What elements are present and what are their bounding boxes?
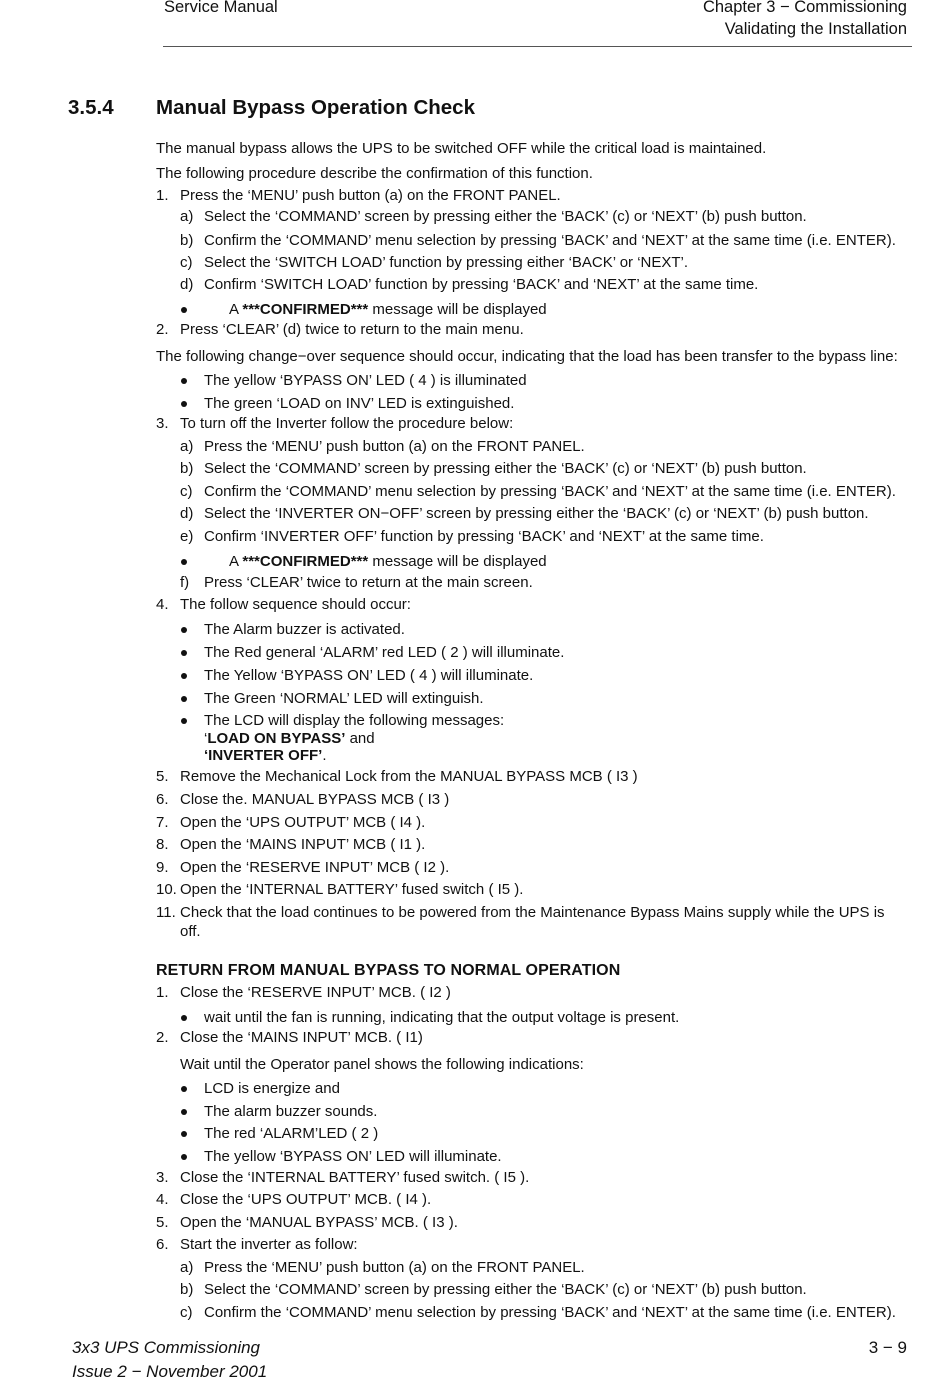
substep-text: Press the ‘MENU’ push button (a) on the FRONT PANEL.	[204, 1259, 585, 1276]
section-number: 3.5.4	[68, 96, 114, 119]
substep-text: Confirm ‘SWITCH LOAD’ function by pressing ‘BACK’ and ‘NEXT’ at the same time.	[204, 276, 759, 293]
header-left: Service Manual	[164, 0, 278, 16]
substep-label: b)	[180, 460, 194, 477]
step-number: 9.	[156, 859, 169, 876]
step-number: 3.	[156, 415, 169, 432]
step-number: 8.	[156, 836, 169, 853]
bullet-text: The Green ‘NORMAL’ LED will extinguish.	[204, 690, 484, 707]
header-chapter: Chapter 3 − Commissioning	[702, 0, 907, 16]
bullet-text: The red ‘ALARM’LED ( 2 )	[204, 1125, 379, 1142]
step-number: 6.	[156, 791, 169, 808]
substep-text: Select the ‘COMMAND’ screen by pressing either the ‘BACK’ (c) or ‘NEXT’ (b) push button.	[204, 460, 807, 477]
substep-text: Press the ‘MENU’ push button (a) on the FRONT PANEL.	[204, 438, 585, 455]
substep-label: d)	[180, 276, 194, 293]
step-text: Close the. MANUAL BYPASS MCB ( I3 )	[180, 791, 450, 808]
step-text: Check that the load continues to be powered from the Maintenance Bypass Mains supply while the UPS is	[180, 904, 885, 921]
substep-text: Confirm the ‘COMMAND’ menu selection by pressing ‘BACK’ and ‘NEXT’ at the same time (i.e. ENTER).	[204, 232, 896, 249]
bullet-text: The green ‘LOAD on INV’ LED is extinguished.	[204, 395, 515, 412]
substep-label: c)	[180, 483, 193, 500]
step-number: 11.	[156, 904, 176, 921]
intro-paragraph: The manual bypass allows the UPS to be switched OFF while the critical load is maintained.	[156, 140, 767, 157]
page-number: 3 − 9	[868, 1338, 907, 1357]
substep-label: a)	[180, 438, 194, 455]
bullet-icon	[181, 627, 187, 633]
step-text: Open the ‘RESERVE INPUT’ MCB ( I2 ).	[180, 859, 450, 876]
step-number: 4.	[156, 1191, 169, 1208]
step-text: Close the ‘UPS OUTPUT’ MCB. ( I4 ).	[180, 1191, 432, 1208]
bullet-icon	[181, 378, 187, 384]
step-text: Open the ‘MAINS INPUT’ MCB ( I1 ).	[180, 836, 426, 853]
substep-text: Select the ‘COMMAND’ screen by pressing either the ‘BACK’ (c) or ‘NEXT’ (b) push button.	[204, 1281, 807, 1298]
bullet-icon	[181, 696, 187, 702]
step-number: 4.	[156, 596, 169, 613]
step-number: 2.	[156, 1029, 169, 1046]
bullet-icon	[181, 673, 187, 679]
step-number: 10.	[156, 881, 177, 898]
bullet-text: wait until the fan is running, indicating that the output voltage is present.	[204, 1009, 680, 1026]
substep-label: a)	[180, 1259, 194, 1276]
step-text: off.	[180, 923, 201, 940]
bullet-icon	[181, 401, 187, 407]
substep-label: b)	[180, 1281, 194, 1298]
header-subtitle: Validating the Installation	[724, 20, 907, 38]
step-text: The follow sequence should occur:	[180, 596, 411, 613]
return-heading: RETURN FROM MANUAL BYPASS TO NORMAL OPERATION	[156, 962, 621, 979]
step-text: Open the ‘UPS OUTPUT’ MCB ( I4 ).	[180, 814, 426, 831]
step-text: Close the ‘INTERNAL BATTERY’ fused switch. ( I5 ).	[180, 1169, 530, 1186]
intro-paragraph: The following procedure describe the confirmation of this function.	[156, 165, 593, 182]
lcd-message: ‘INVERTER OFF’.	[204, 747, 327, 764]
bullet-icon	[181, 718, 187, 724]
step-number: 6.	[156, 1236, 169, 1253]
substep-text: Confirm the ‘COMMAND’ menu selection by pressing ‘BACK’ and ‘NEXT’ at the same time (i.e. ENTER).	[204, 1304, 896, 1321]
substep-label: c)	[180, 1304, 193, 1321]
substep-label: c)	[180, 254, 193, 271]
substep-text: Select the ‘SWITCH LOAD’ function by pressing either ‘BACK’ or ‘NEXT’.	[204, 254, 689, 271]
substep-text: Select the ‘INVERTER ON−OFF’ screen by pressing either the ‘BACK’ (c) or ‘NEXT’ (b) push button.	[204, 505, 869, 522]
step-number: 5.	[156, 1214, 169, 1231]
substep-label: d)	[180, 505, 194, 522]
step-text: Press ‘CLEAR’ (d) twice to return to the main menu.	[180, 321, 524, 338]
bullet-text: The yellow ‘BYPASS ON’ LED will illuminate.	[204, 1148, 502, 1165]
bullet-icon	[181, 1131, 187, 1137]
bullet-text: The Yellow ‘BYPASS ON’ LED ( 4 ) will illuminate.	[204, 667, 534, 684]
step-text: To turn off the Inverter follow the procedure below:	[180, 415, 514, 432]
step-text: Close the ‘RESERVE INPUT’ MCB. ( I2 )	[180, 984, 451, 1001]
step-text: Start the inverter as follow:	[180, 1236, 358, 1253]
bullet-text: The Red general ‘ALARM’ red LED ( 2 ) will illuminate.	[204, 644, 565, 661]
substep-label: e)	[180, 528, 194, 545]
step-text: Open the ‘INTERNAL BATTERY’ fused switch ( I5 ).	[180, 881, 524, 898]
step-number: 3.	[156, 1169, 169, 1186]
substep-text: Press ‘CLEAR’ twice to return at the main screen.	[204, 574, 533, 591]
confirmed-message: A ***CONFIRMED*** message will be displayed	[229, 553, 547, 570]
bullet-icon	[181, 1086, 187, 1092]
substep-text: Confirm ‘INVERTER OFF’ function by pressing ‘BACK’ and ‘NEXT’ at the same time.	[204, 528, 764, 545]
wait-text: Wait until the Operator panel shows the following indications:	[180, 1056, 584, 1073]
bullet-icon	[181, 650, 187, 656]
bullet-icon	[181, 1154, 187, 1160]
step-text: Press the ‘MENU’ push button (a) on the FRONT PANEL.	[180, 187, 561, 204]
bullet-icon	[181, 559, 187, 565]
bullet-text: The LCD will display the following messages:	[204, 712, 505, 729]
step-number: 7.	[156, 814, 169, 831]
step-text: Close the ‘MAINS INPUT’ MCB. ( I1)	[180, 1029, 423, 1046]
substep-label: f)	[180, 574, 190, 591]
bullet-text: The alarm buzzer sounds.	[204, 1103, 378, 1120]
bullet-text: The yellow ‘BYPASS ON’ LED ( 4 ) is illuminated	[204, 372, 527, 389]
step-number: 1.	[156, 187, 169, 204]
bullet-text: The Alarm buzzer is activated.	[204, 621, 405, 638]
bullet-icon	[181, 307, 187, 313]
lcd-message: ‘LOAD ON BYPASS’ and	[204, 730, 375, 747]
header-rule	[163, 46, 912, 47]
substep-text: Select the ‘COMMAND’ screen by pressing either the ‘BACK’ (c) or ‘NEXT’ (b) push button.	[204, 208, 807, 225]
bullet-icon	[181, 1015, 187, 1021]
footer-issue: Issue 2 − November 2001	[72, 1362, 268, 1381]
step-text: Remove the Mechanical Lock from the MANUAL BYPASS MCB ( I3 )	[180, 768, 638, 785]
bullet-icon	[181, 1109, 187, 1115]
footer-title: 3x3 UPS Commissioning	[72, 1338, 261, 1357]
bullet-text: LCD is energize and	[204, 1080, 340, 1097]
step-number: 2.	[156, 321, 169, 338]
substep-label: b)	[180, 232, 194, 249]
step-number: 1.	[156, 984, 169, 1001]
step-text: Open the ‘MANUAL BYPASS’ MCB. ( I3 ).	[180, 1214, 458, 1231]
step-number: 5.	[156, 768, 169, 785]
section-title: Manual Bypass Operation Check	[156, 96, 475, 119]
confirmed-message: A ***CONFIRMED*** message will be displayed	[229, 301, 547, 318]
substep-label: a)	[180, 208, 194, 225]
changeover-intro: The following change−over sequence should occur, indicating that the load has been transfer to the bypass line:	[156, 348, 898, 365]
substep-text: Confirm the ‘COMMAND’ menu selection by pressing ‘BACK’ and ‘NEXT’ at the same time (i.e. ENTER).	[204, 483, 896, 500]
